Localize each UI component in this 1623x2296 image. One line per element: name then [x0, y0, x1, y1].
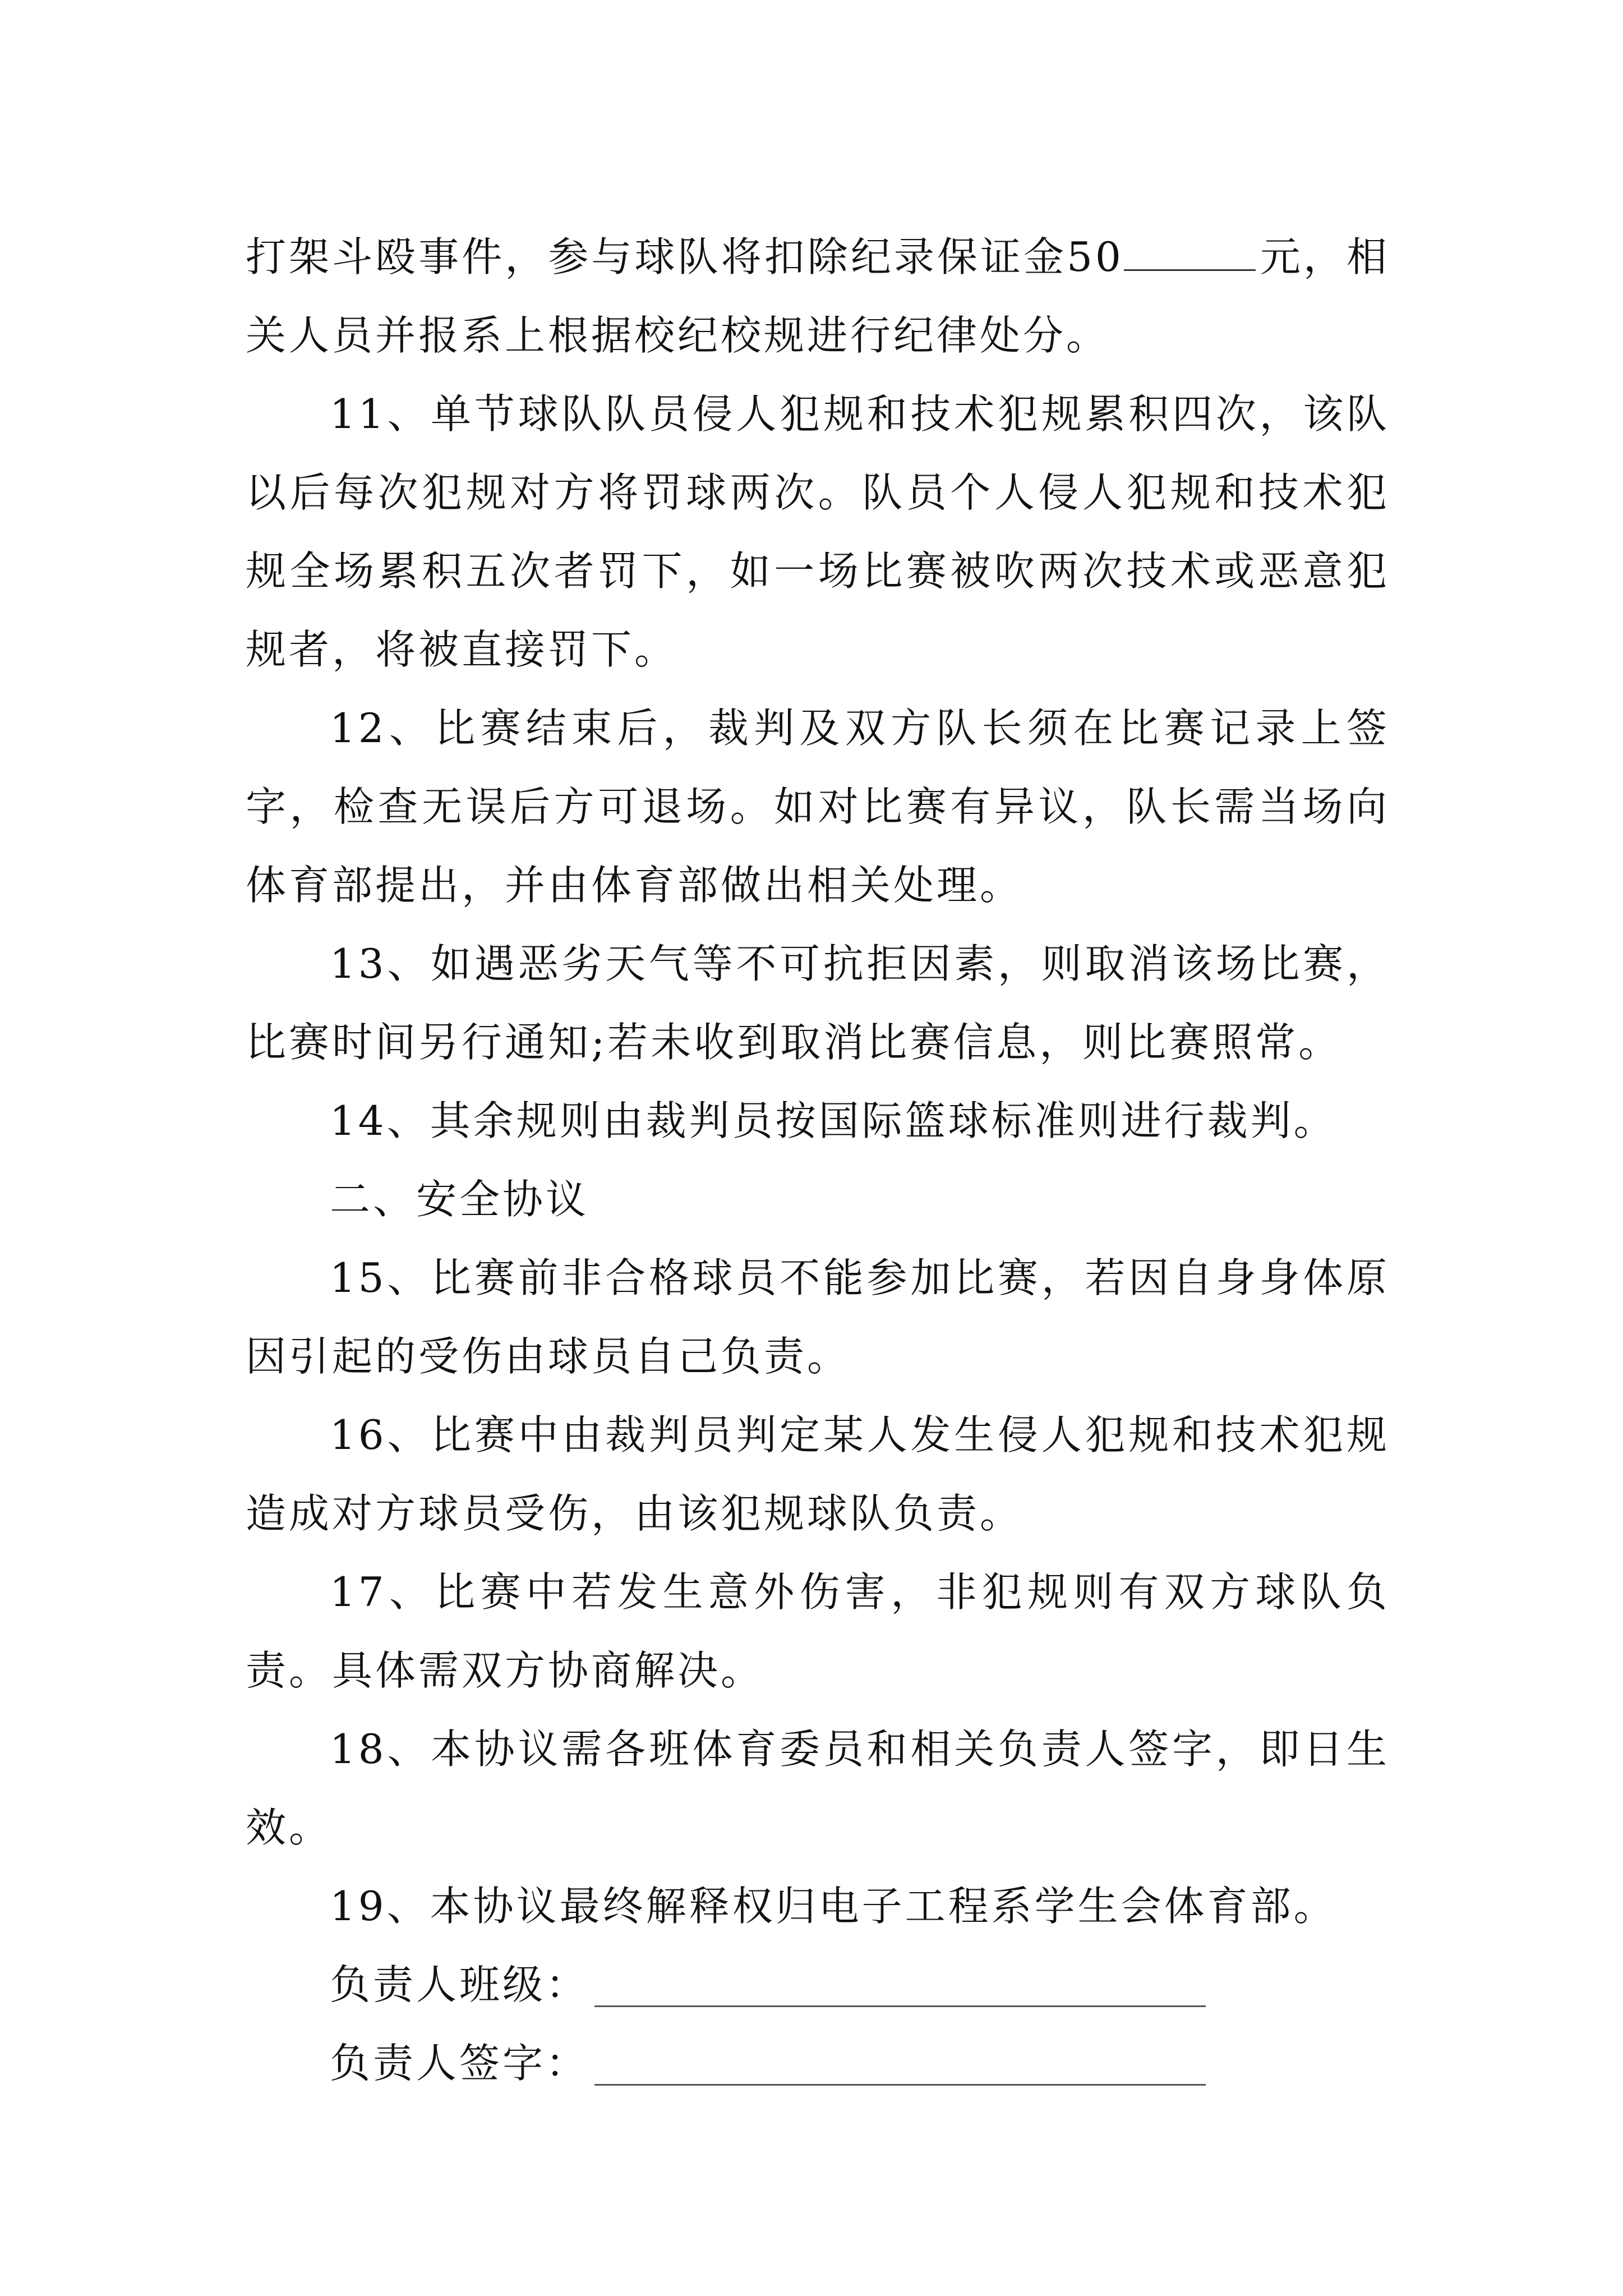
document-body	[246, 218, 1390, 2102]
signature-field-row	[246, 2024, 1390, 2102]
rule-11: 11、单节球队队员侵人犯规和技术犯规累积四次，该队以后每次犯规对方将罚球两次。队员个人侵人犯规和技术犯规全场累积五次者罚下，如一场比赛被吹两次技术或恶意犯规者，将被直接罚下。	[246, 390, 1390, 673]
signature-field-line[interactable]	[594, 2033, 1206, 2086]
paragraph-continuation	[246, 218, 1390, 375]
rule-16: 16、比赛中由裁判员判定某人发生侵人犯规和技术犯规造成对方球员受伤，由该犯规球队负责。	[246, 1411, 1390, 1537]
signature-field-label: 负责人签字：	[330, 2040, 589, 2087]
rule-13: 13、如遇恶劣天气等不可抗拒因素，则取消该场比赛，比赛时间另行通知;若未收到取消比赛信息，则比赛照常。	[246, 940, 1390, 1066]
continuation-text-end: 元，相关人员并报系上根据校纪校规进行纪律处分。	[246, 233, 1390, 359]
deposit-blank-line	[1124, 236, 1256, 271]
class-field-label: 负责人班级：	[330, 1961, 589, 2008]
rule-14: 14、其余规则由裁判员按国际篮球标准则进行裁判。	[330, 1097, 1337, 1144]
continuation-text-start: 打架斗殴事件，参与球队将扣除纪录保证金	[246, 233, 1067, 280]
deposit-amount: 50	[1067, 233, 1124, 280]
class-field-line[interactable]	[594, 1955, 1206, 2007]
rule-18: 18、本协议需各班体育委员和相关负责人签字，即日生效。	[246, 1726, 1390, 1851]
rule-17: 17、比赛中若发生意外伤害，非犯规则有双方球队负责。具体需双方协商解决。	[246, 1568, 1390, 1694]
class-field-row	[246, 1945, 1390, 2024]
rule-15: 15、比赛前非合格球员不能参加比赛，若因自身身体原因引起的受伤由球员自己负责。	[246, 1254, 1390, 1380]
section-heading-safety: 二、安全协议	[330, 1176, 589, 1223]
rule-19: 19、本协议最终解释权归电子工程系学生会体育部。	[330, 1883, 1337, 1930]
rule-12: 12、比赛结束后，裁判及双方队长须在比赛记录上签字，检查无误后方可退场。如对比赛有异议，队长需当场向体育部提出，并由体育部做出相关处理。	[246, 705, 1390, 909]
